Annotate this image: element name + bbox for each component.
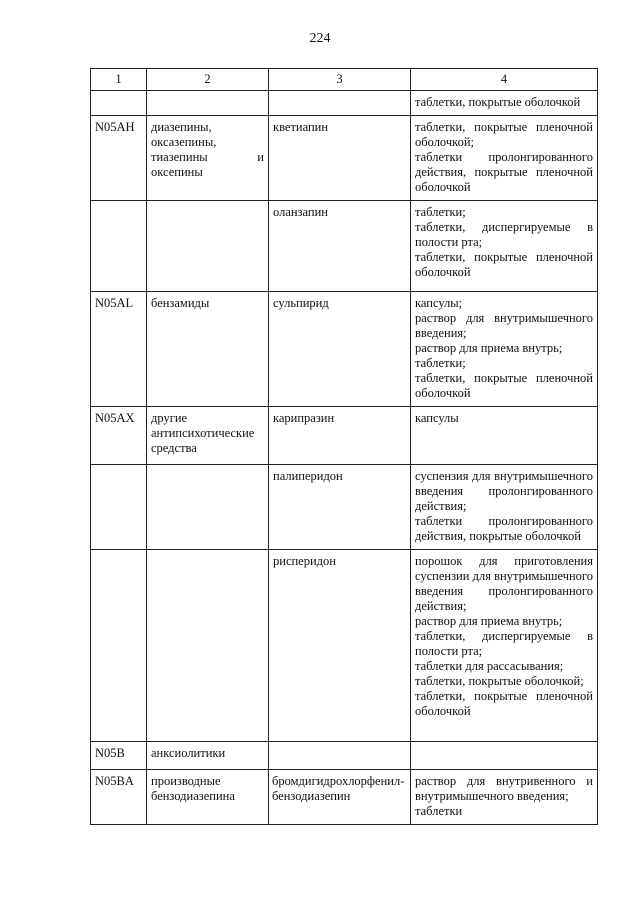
dosage-forms bbox=[411, 292, 598, 407]
atc-code: N05B bbox=[91, 742, 147, 770]
drug-name: сульпирид bbox=[269, 292, 411, 407]
atc-code: N05AL bbox=[91, 292, 147, 407]
dosage-form: раствор для приема внутрь; bbox=[415, 614, 563, 628]
dosage-form: суспензия для внутримышечного введения пролонгированного действия; bbox=[415, 469, 593, 513]
drug-table bbox=[90, 68, 598, 825]
group-name: производные бензодиазепина bbox=[147, 770, 269, 825]
dosage-form: раствор для внутримышечного введения; bbox=[415, 311, 593, 340]
dosage-form: таблетки, диспергируемые в полости рта; bbox=[415, 220, 593, 249]
drug-name: оланзапин bbox=[269, 201, 411, 292]
dosage-form: таблетки, диспергируемые в полости рта; bbox=[415, 629, 593, 658]
group-name: диазепины, оксазепины, тиазепины и оксепины bbox=[147, 116, 269, 201]
dosage-form: капсулы bbox=[415, 411, 459, 425]
drug-name: бромдигидрохлорфенилбензодиазепин bbox=[269, 770, 411, 825]
group-name bbox=[147, 465, 269, 550]
header-col-3: 3 bbox=[269, 69, 411, 91]
table-row bbox=[91, 292, 598, 407]
dosage-form: раствор для приема внутрь; bbox=[415, 341, 563, 355]
dosage-form: таблетки, покрытые пленочной оболочкой bbox=[415, 689, 593, 718]
atc-code bbox=[91, 201, 147, 292]
dosage-form: раствор для внутривенного и внутримышечного введения; bbox=[415, 774, 593, 803]
table-row bbox=[91, 742, 598, 770]
table-header bbox=[91, 69, 598, 91]
atc-code bbox=[91, 465, 147, 550]
dosage-form: таблетки, покрытые оболочкой bbox=[415, 95, 581, 109]
dosage-form: таблетки, покрытые оболочкой; bbox=[415, 674, 584, 688]
header-col-1: 1 bbox=[91, 69, 147, 91]
dosage-form: таблетки; bbox=[415, 356, 466, 370]
header-col-2: 2 bbox=[147, 69, 269, 91]
dosage-form: таблетки пролонгированного действия, покрытые оболочкой bbox=[415, 514, 593, 543]
drug-name: палиперидон bbox=[269, 465, 411, 550]
table-row bbox=[91, 550, 598, 742]
dosage-form: порошок для приготовления суспензии для внутримышечного введения пролонгированного действия; bbox=[415, 554, 593, 613]
dosage-form: таблетки, покрытые пленочной оболочкой bbox=[415, 371, 593, 400]
drug-name bbox=[269, 91, 411, 116]
dosage-forms bbox=[411, 465, 598, 550]
atc-code: N05BA bbox=[91, 770, 147, 825]
drug-name bbox=[269, 742, 411, 770]
drug-name: карипразин bbox=[269, 407, 411, 465]
table-row bbox=[91, 770, 598, 825]
group-name: анксиолитики bbox=[147, 742, 269, 770]
table-row bbox=[91, 116, 598, 201]
dosage-forms bbox=[411, 201, 598, 292]
dosage-forms bbox=[411, 407, 598, 465]
atc-code: N05AX bbox=[91, 407, 147, 465]
page-number: 224 bbox=[309, 31, 331, 46]
dosage-forms bbox=[411, 770, 598, 825]
group-name: бензамиды bbox=[147, 292, 269, 407]
table-row bbox=[91, 91, 598, 116]
group-name: другие антипсихотические средства bbox=[147, 407, 269, 465]
group-name bbox=[147, 91, 269, 116]
table-row bbox=[91, 201, 598, 292]
group-name bbox=[147, 550, 269, 742]
dosage-form: таблетки bbox=[415, 804, 463, 818]
group-name bbox=[147, 201, 269, 292]
atc-code: N05AH bbox=[91, 116, 147, 201]
dosage-form: таблетки, покрытые пленочной оболочкой; bbox=[415, 120, 593, 149]
header-col-4: 4 bbox=[411, 69, 598, 91]
dosage-forms bbox=[411, 550, 598, 742]
dosage-form: таблетки; bbox=[415, 205, 466, 219]
table-body bbox=[91, 91, 598, 825]
dosage-form: капсулы; bbox=[415, 296, 463, 310]
dosage-forms bbox=[411, 91, 598, 116]
drug-name: рисперидон bbox=[269, 550, 411, 742]
table-row bbox=[91, 407, 598, 465]
dosage-forms bbox=[411, 742, 598, 770]
atc-code bbox=[91, 550, 147, 742]
dosage-form: таблетки, покрытые пленочной оболочкой bbox=[415, 250, 593, 279]
table-row bbox=[91, 465, 598, 550]
drug-name: кветиапин bbox=[269, 116, 411, 201]
dosage-form: таблетки пролонгированного действия, покрытые пленочной оболочкой bbox=[415, 150, 593, 194]
atc-code bbox=[91, 91, 147, 116]
dosage-forms bbox=[411, 116, 598, 201]
dosage-form: таблетки для рассасывания; bbox=[415, 659, 564, 673]
